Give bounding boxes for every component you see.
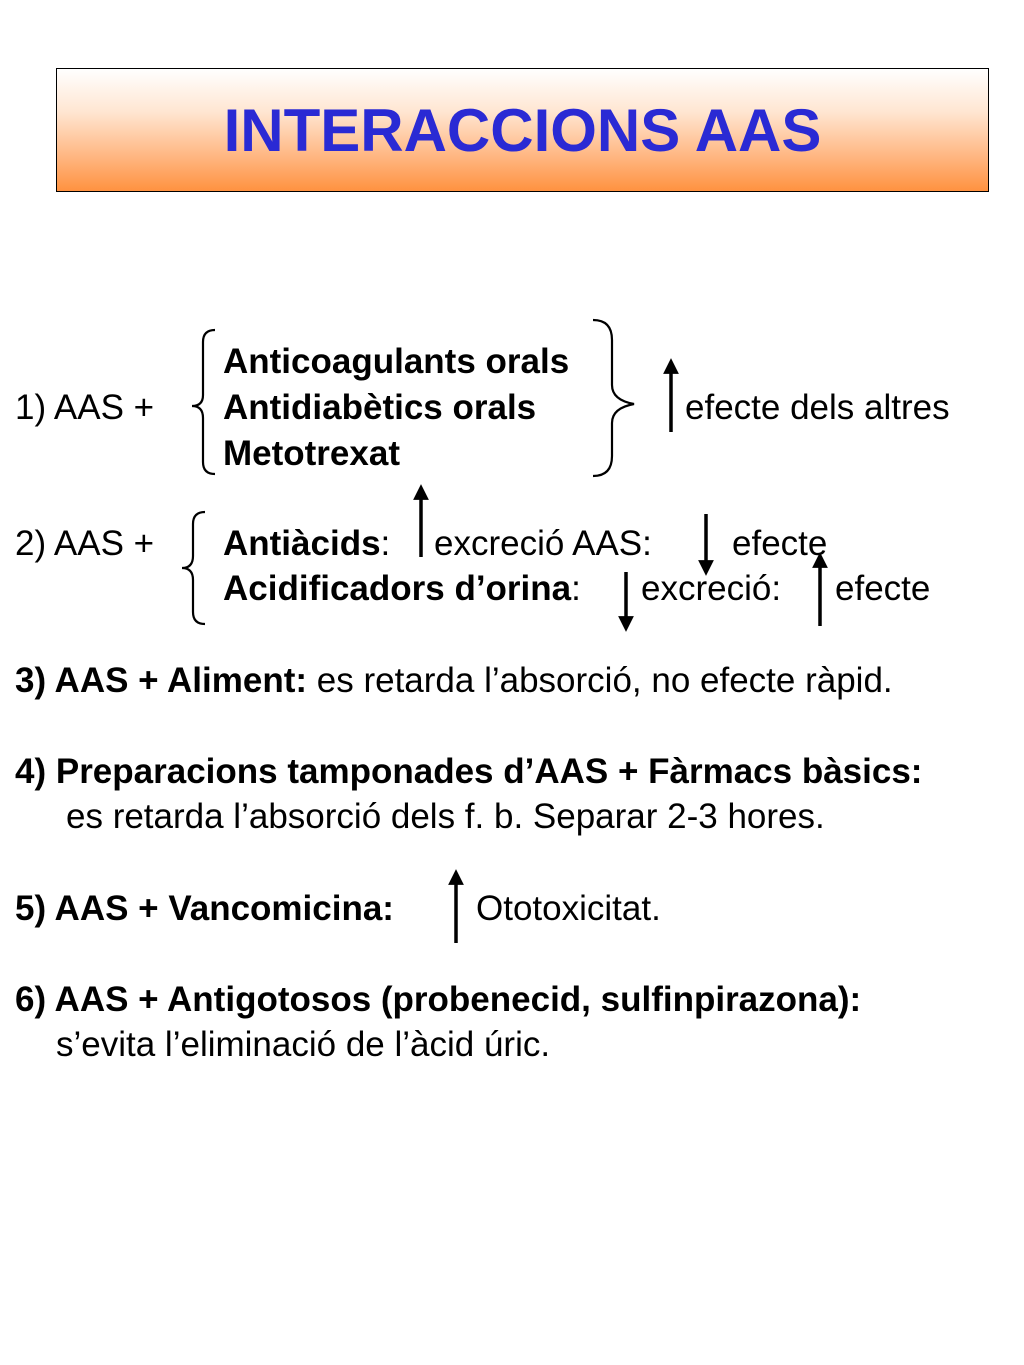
item4-label: 4) Preparacions tamponades d’AAS + Fàrmacs bàsics: (15, 752, 923, 791)
item3-label: 3) AAS + Aliment: (15, 661, 308, 700)
item2-line1-drug: Antiàcids (223, 524, 381, 563)
item5-text: Ototoxicitat. (476, 889, 661, 928)
item1-effect: efecte dels altres (685, 388, 950, 427)
item1-drug-3: Metotrexat (223, 434, 400, 473)
item2-line1-text1: excreció AAS: (434, 524, 652, 563)
item6-text: s’evita l’eliminació de l’àcid úric. (56, 1025, 551, 1064)
item2-line2-text1: excreció: (641, 569, 782, 608)
item1-drug-2: Antidiabètics orals (223, 388, 537, 427)
item6-label: 6) AAS + Antigotosos (probenecid, sulfinpirazona): (15, 980, 862, 1019)
item1-drug-1: Anticoagulants orals (223, 342, 570, 381)
left-brace-icon (192, 330, 215, 474)
item2-line1-colon: : (380, 524, 391, 563)
item5-label: 5) AAS + Vancomicina: (15, 889, 394, 928)
right-brace-icon (593, 320, 634, 476)
item2-line1-text2: efecte (732, 524, 828, 563)
item3 (15, 661, 893, 701)
item2-prefix: 2) AAS + (15, 524, 155, 563)
left-brace-icon (182, 512, 205, 624)
item2-line2-drug: Acidificadors d’orina (223, 569, 572, 608)
item2-line2-colon: : (571, 569, 581, 608)
item3-text: es retarda l’absorció, no efecte ràpid. (307, 661, 893, 700)
item1-prefix: 1) AAS + (15, 388, 155, 427)
item2-line2-text2: efecte (835, 569, 931, 608)
item2-line2 (223, 569, 581, 609)
item2-line1 (223, 524, 390, 564)
item4-text: es retarda l’absorció dels f. b. Separar 2-3 hores. (66, 797, 825, 836)
page-title: INTERACCIONS AAS (223, 96, 822, 164)
